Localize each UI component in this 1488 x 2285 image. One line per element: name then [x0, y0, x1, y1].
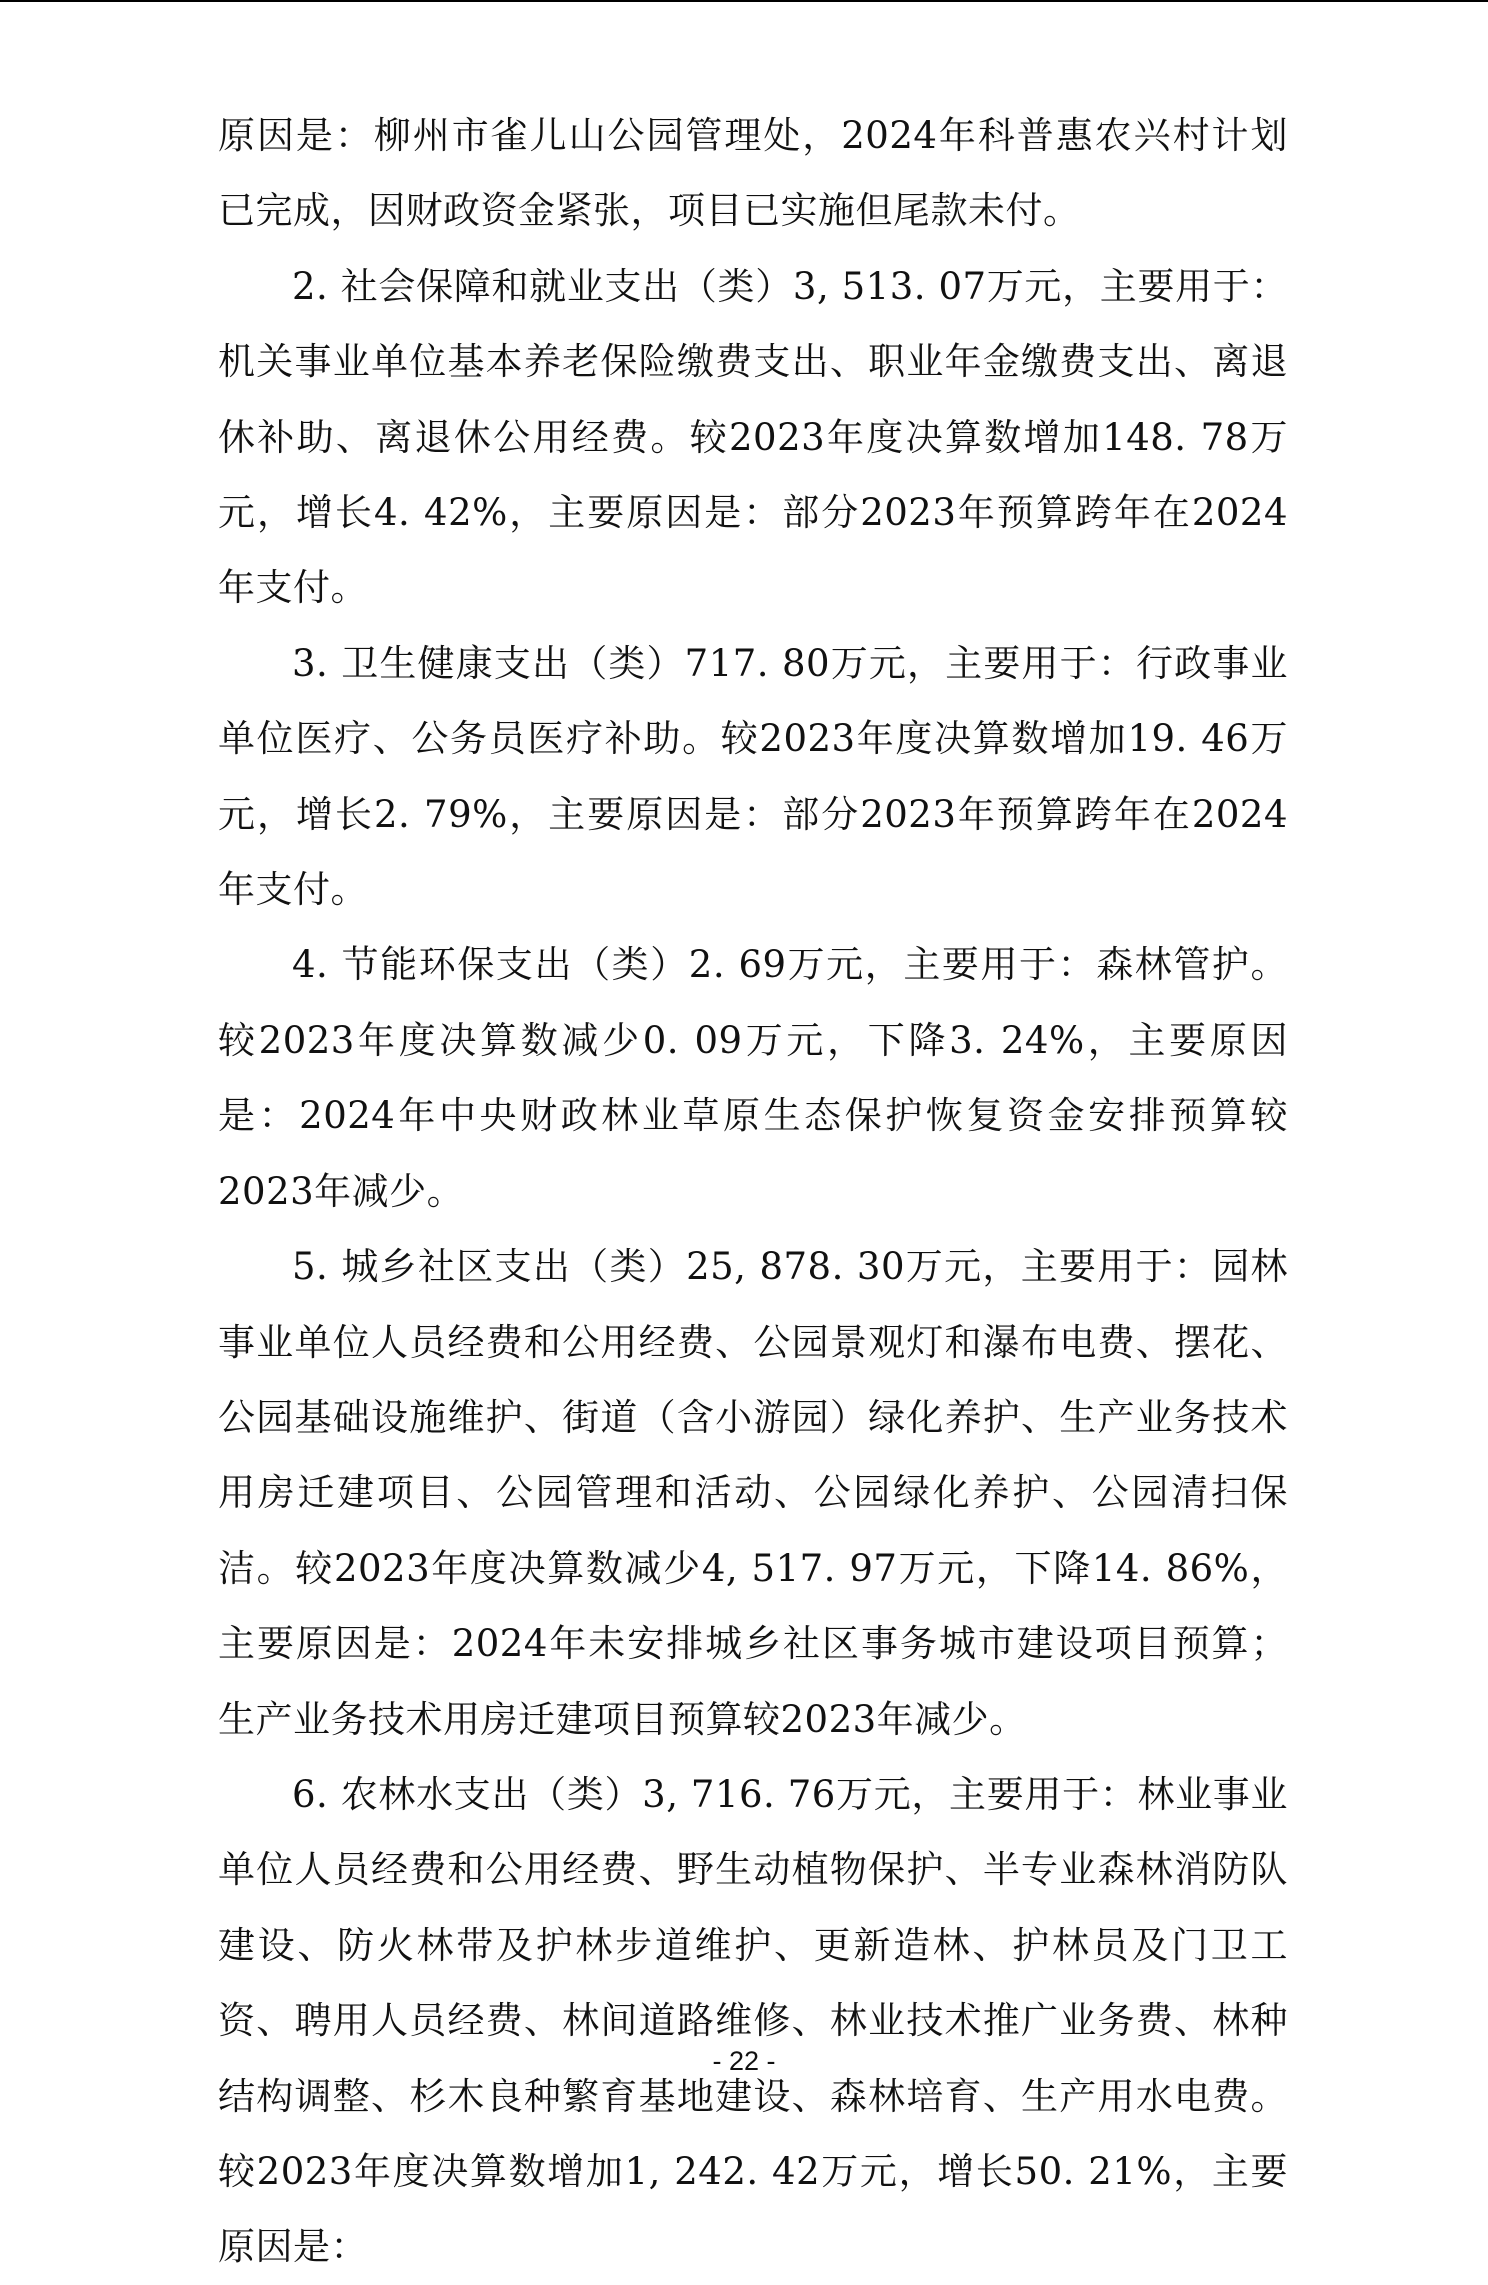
paragraph-urban-rural: 5. 城乡社区支出（类）25, 878. 30万元，主要用于：园林事业单位人员经费和公用经费、公园景观灯和瀑布电费、摆花、公园基础设施维护、街道（含小游园）绿化养护、生产业务技术用房迁建项目、公园管理和活动、公园绿化养护、公园清扫保洁。较2023年度决算数减少4, 517. 97万元，下降14. 86%，主要原因是：2024年未安排城乡社区事务城市建设项目预算；生产业务技术用房迁建项目预算较2023年减少。: [218, 1245, 1288, 1741]
paragraph-health: 3. 卫生健康支出（类）717. 80万元，主要用于：行政事业单位医疗、公务员医疗补助。较2023年度决算数增加19. 46万元，增长2. 79%，主要原因是：部分2023年预算跨年在2024年支付。: [218, 641, 1288, 912]
paragraph-agriculture-forestry-water: 6. 农林水支出（类）3, 716. 76万元，主要用于：林业事业单位人员经费和公用经费、野生动植物保护、半专业森林消防队建设、防火林带及护林步道维护、更新造林、护林员及门卫工资、聘用人员经费、林间道路维修、林业技术推广业务费、林种结构调整、杉木良种繁育基地建设、森林培育、生产用水电费。较2023年度决算数增加1, 242. 42万元，增长50. 21%，主要原因是：: [218, 1772, 1288, 2269]
paragraph-energy-environment: 4. 节能环保支出（类）2. 69万元，主要用于：森林管护。较2023年度决算数减少0. 09万元，下降3. 24%，主要原因是：2024年中央财政林业草原生态保护恢复资金安排预算较2023年减少。: [218, 943, 1288, 1213]
page-number: - 22 -: [712, 2046, 776, 2076]
paragraph-continuation: 原因是：柳州市雀儿山公园管理处，2024年科普惠农兴村计划已完成，因财政资金紧张，项目已实施但尾款未付。: [218, 114, 1288, 233]
paragraph-social-security: 2. 社会保障和就业支出（类）3, 513. 07万元，主要用于：机关事业单位基本养老保险缴费支出、职业年金缴费支出、离退休补助、离退休公用经费。较2023年度决算数增加148. 78万元，增长4. 42%，主要原因是：部分2023年预算跨年在2024年支付。: [218, 264, 1288, 610]
document-body: [218, 98, 1288, 2285]
